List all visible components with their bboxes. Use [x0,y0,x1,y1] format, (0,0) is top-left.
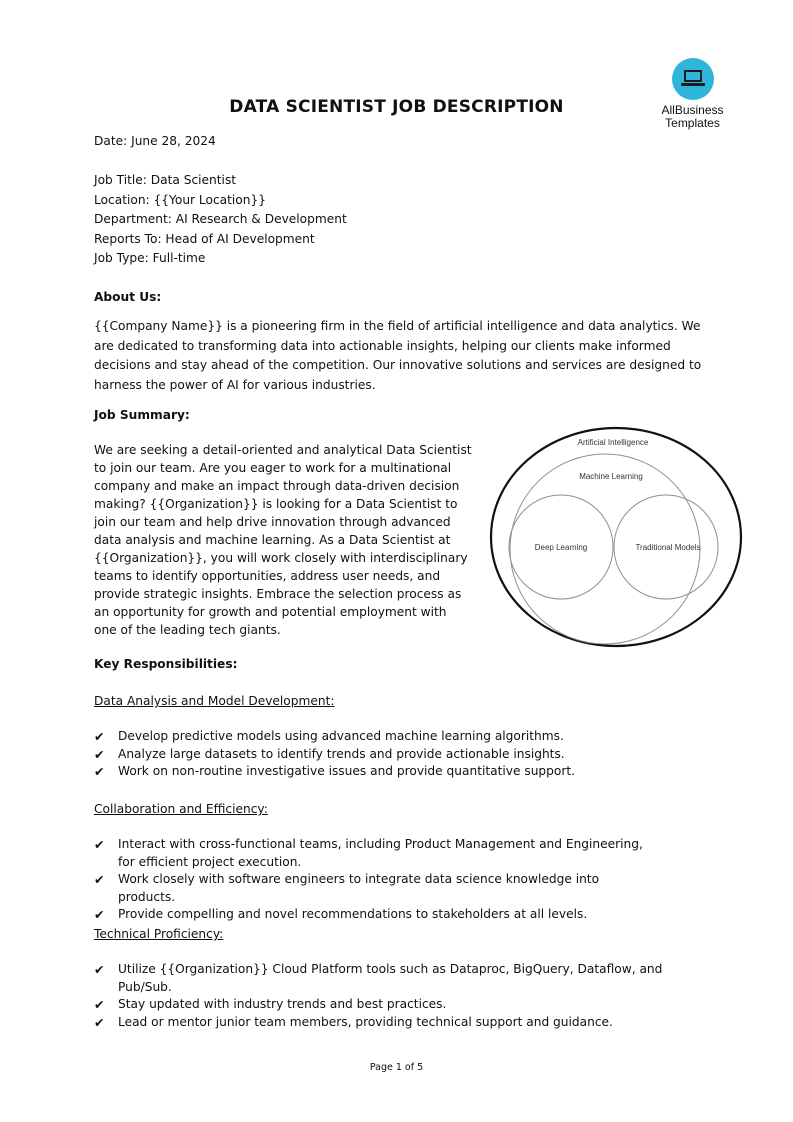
responsibilities-heading: Key Responsibilities: [94,657,238,671]
list-data-analysis [94,728,684,781]
section-title-data-analysis: Data Analysis and Model Development: [94,694,335,708]
list-technical [94,961,704,1031]
summary-heading: Job Summary: [94,408,190,422]
ai-venn-diagram [488,425,744,649]
label-ai: Artificial Intelligence [577,438,649,447]
outer-ellipse-ai [491,428,741,646]
section-title-technical: Technical Proficiency: [94,927,224,941]
label-deep-learning: Deep Learning [534,543,588,552]
label-traditional-models: Traditional Models [635,543,701,552]
checkmark-icon: ✔ [94,962,105,977]
detail-department: Department: AI Research & Development [94,212,347,226]
list-item: ✔ Work closely with software engineers to integrate data science knowledge into products. [94,872,600,904]
checkmark-icon: ✔ [94,1014,105,1030]
list-item: ✔ Provide compelling and novel recommendations to stakeholders at all levels. [94,907,588,922]
checkmark-icon: ✔ [94,837,105,852]
checkmark-icon: ✔ [94,872,105,887]
page-number: Page 1 of 5 [369,1062,424,1073]
checkmark-icon: ✔ [94,907,105,922]
list-item: ✔ Work on non-routine investigative issues and provide quantitative support. [94,764,576,779]
page-title: DATA SCIENTIST JOB DESCRIPTION [229,97,564,117]
detail-reports-to: Reports To: Head of AI Development [94,231,315,246]
section-title-collaboration: Collaboration and Efficiency: [94,802,268,816]
laptop-icon [672,58,714,100]
checkmark-icon: ✔ [94,746,105,762]
logo-line-1: AllBusiness [661,103,724,117]
checkmark-icon: ✔ [94,764,105,779]
list-item: ✔ Stay updated with industry trends and best practices. [94,997,447,1012]
detail-job-type: Job Type: Full-time [94,251,206,265]
list-item: ✔ Lead or mentor junior team members, providing technical support and guidance. [94,1014,613,1030]
job-details [94,171,347,269]
checkmark-icon: ✔ [94,997,105,1012]
summary-text: We are seeking a detail-oriented and analytical Data Scientist to join our team. Are you eager to work for a multinational company and make an impact through data-driven decision making? {{Organization}} is looking for a Data Scientist to join our team and help drive innovation through advanced data analysis and machine learning. As a Data Scientist at {{Organization}}, you will work closely with interdisciplinary teams to identify opportunities, address user needs, and provide strategic insights. Embrace the selection process as an opportunity for growth and potential employment with one of the leading tech giants. [94,443,472,637]
company-logo [655,58,730,130]
about-text: {{Company Name}} is a pioneering firm in the field of artificial intelligence and data analytics. We are dedicated to transforming data into actionable insights, helping our clients make informed decisions and stay ahead of the competition. Our innovative solutions and services are designed to harness the power of AI for various industries. [94,319,702,392]
checkmark-icon: ✔ [94,729,105,744]
detail-job-title: Job Title: Data Scientist [94,173,237,187]
list-item: ✔ Interact with cross-functional teams, including Product Management and Engineering, for efficient project execution. [94,837,643,869]
list-item: ✔ Utilize {{Organization}} Cloud Platform tools such as Dataproc, BigQuery, Dataflow, and Pub/Sub. [94,962,663,994]
list-collaboration [94,836,654,924]
label-ml: Machine Learning [579,472,643,481]
list-item: ✔ Analyze large datasets to identify trends and provide actionable insights. [94,746,565,762]
about-heading: About Us: [94,290,162,304]
list-item: ✔ Develop predictive models using advanced machine learning algorithms. [94,729,564,744]
date-line: Date: June 28, 2024 [94,134,216,148]
detail-location: Location: {{Your Location}} [94,192,266,207]
logo-line-2: Templates [665,116,720,130]
